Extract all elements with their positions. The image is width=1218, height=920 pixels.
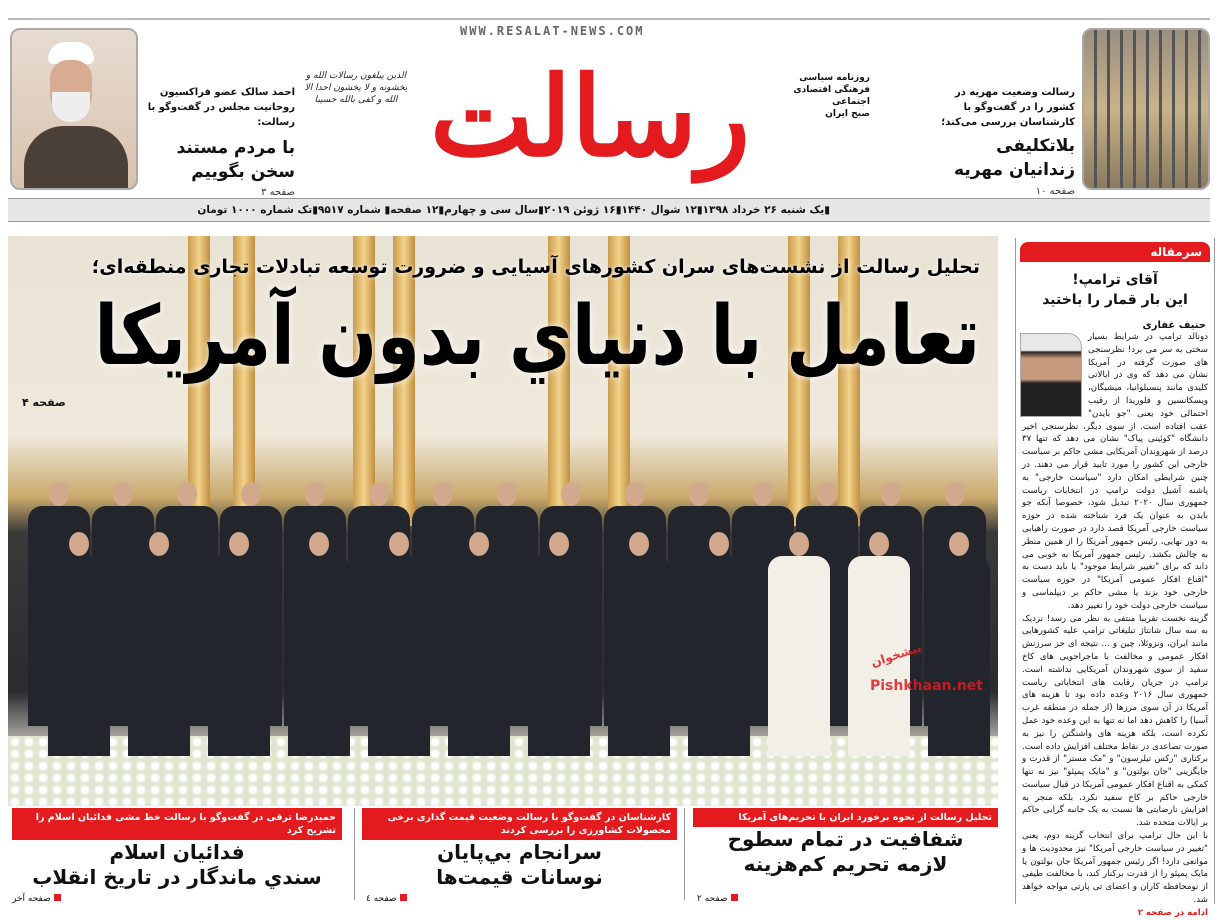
person-head [497,482,517,506]
editorial-title-line: آقای ترامپ! [1072,272,1158,288]
tagline-line: صبح ایران [825,109,870,119]
teaser-right-photo[interactable] [1082,28,1210,190]
person [928,556,990,756]
person-head [113,482,133,506]
story-prices[interactable] [362,808,677,905]
person [608,556,670,756]
main-kicker-text: تحلیل رسالت از نشست‌های سران کشورهای آسیایی و ضرورت توسعه تبادلات تجاری منطقه‌ای؛ [91,256,980,278]
story-kicker: کارشناسان در گفت‌وگو با رسالت وضعیت قیمت گذاری برخی محصولات کشاورزی را بررسی کردند [362,808,677,840]
newspaper-logo [420,42,760,192]
story-title-text: شفافیت در تمام سطوح [727,827,964,851]
top-rule [8,18,1210,20]
teaser-left-kicker-2: روحانیت مجلس در گفت‌وگو با رسالت: [147,102,295,128]
teaser-right-page: صفحه ۱۰ [1035,186,1075,197]
story-page: صفحه آخر [12,894,61,905]
tagline-line: فرهنگی اقتصادی اجتماعی [793,85,870,107]
teaser-left-page: صفحه ۳ [261,187,295,198]
story-page: صفحه ٤ [366,894,407,905]
watermark-fa: پیشخوان [869,640,924,670]
person-head [817,482,837,506]
author-photo [1020,333,1082,417]
person-head [945,482,965,506]
person-head [709,532,729,556]
watermark-en: Pishkhaan.net [870,678,983,694]
editorial-section-label: سرمقاله [1020,242,1210,262]
main-headline-text: تعامل با دنیاي بدون آمریکا [94,289,980,384]
story-title-text: لازمه تحریم کم‌هزینه [743,852,948,876]
person [768,556,830,756]
story-title-text: نوسانات قیمت‌ها [436,865,603,889]
story-title-text: فدائیان اسلام [109,840,245,864]
editorial-column [1015,238,1215,918]
editorial-title-line: این بار قمار را باختید [1042,292,1188,308]
person-head [241,482,261,506]
person [288,556,350,756]
person-head [49,482,69,506]
person-head [305,482,325,506]
teaser-right[interactable] [925,85,1075,197]
person-head [69,532,89,556]
teaser-right-title-2: زندانیان مهریه [954,160,1075,180]
teaser-left[interactable] [140,85,295,198]
person-head [433,482,453,506]
story-title-2 [12,865,342,890]
masthead-motto: الذین یبلغون رسالات الله و یخشونه و لا یخشون احدا الا الله و کفی بالله حسیبا [304,71,408,105]
person-head [625,482,645,506]
person-head [149,532,169,556]
person-head [549,532,569,556]
story-title-text: سندي ماندگار در تاريخ انقلاب [32,865,322,889]
teaser-left-kicker-1: احمد سالک عضو فراکسیون [159,87,295,98]
editorial-paragraph: دونالد ترامپ در شرایط بسیار سختی به سر می برد! نظرسنجی های صورت گرفته در آمریکا نشان می دهد که وی در ایالاتی کلیدی مانند پنسیلوانیا، میشیگان، ویسکانسین و فلوریدا از رقیب احتمالی خود یعنی "جو بایدن" عقب افتاده است. از سوی دیگر، نظرسنجی اخیر دانشگاه "کوئینی پیاک" نشان می دهد که تنها ۳۷ درصد از شهروندان آمریکایی مشی حاکم بر سیاست خارجی این کشور را مورد تایید قرار می دهند. در چنین شرایطی امکان دارد "سیاست خارجی" به پاشنه آشیل دولت ترامپ در انتخابات ریاست جمهوری سال ۲۰۲۰ تبدیل شود، خصوصا آنکه جو بایدن به عنوان یک فرد شناخته شده در حوزه سیاست خارجی آمریکا قصد دارد در صورت راهیابی به دور نهایی، رئیس جمهور آمریکا را از همین منظر به چالش بکشد. رئیس جمهور آمریکا به خوبی می داند که برای "تغییر شرایط موجود" یا باید دست به "اقناع افکار عمومی آمریکا" در حوزه سیاست خارجی خود بزند یا مشی حاکم بر دیپلماسی و سیاست خارجی دولت خود را تغییر دهد. [1022,332,1208,611]
story-page: صفحه ۲ [697,894,738,905]
column-divider [684,808,685,900]
editorial-body [1016,331,1214,920]
logo-text: رسالت [429,52,751,181]
teaser-right-title-1: بلاتکلیفی [996,136,1075,156]
main-headline[interactable] [90,284,980,390]
main-page-ref[interactable]: صفحه ۴ [22,396,66,409]
website-url[interactable]: WWW.RESALAT-NEWS.COM [460,24,645,38]
person [208,556,270,756]
person [368,556,430,756]
teaser-right-kicker: رسالت وضعیت مهریه در کشور را در گفت‌وگو با کارشناسان بررسی می‌کند؛ [941,87,1075,128]
story-title-2 [362,865,677,890]
person-head [689,482,709,506]
person [448,556,510,756]
person-head [309,532,329,556]
person-head [389,532,409,556]
story-title-text: سرانجام بي‌پايان [437,840,602,864]
teaser-left-title-2: سخن بگوییم [191,162,295,182]
person-head [629,532,649,556]
story-title-2 [693,852,998,877]
story-title-1 [362,840,677,865]
story-title-1 [12,840,342,865]
person-head [753,482,773,506]
editorial-title[interactable] [1016,270,1214,310]
tagline-line: روزنامه سیاسی [799,73,870,83]
column-divider [354,808,355,900]
editorial-paragraph: گزینه نخست تقریبا منتفی به نظر می رسد! نزدیک به سه سال شانتاژ تبلیغاتی ترامپ علیه کشورهایی مانند ایران، ونزوئلا، چین و ... نتیجه ای جز سرزنش افکار عمومی و مخالفت با ماجراجویی های کاخ سفید از سوی شهروندان آمریکایی نداشته است. ترامپ در جریان رقابت های انتخاباتی ریاست جمهوری سال ۲۰۱۶ وعده داده بود تا هزینه های آمریکا در آن سوی مرزها (از جمله در منطقه غرب آسیا) را کاهش دهد اما نه تنها به این وعده خود عمل نکرده است، بلکه هزینه های واشنگتن را نیز به صورت تصاعدی در نقاط مختلف افزایش داده است. برکناری "رکس تیلرسون" و "مک مستر" از قدرت و جایگزینی "جان بولتون" و "مایک پمپئو" نیز نه تنها کمکی به اقناع افکار عمومی آمریکا در قبال سیاست خارجی حاکم بر کاخ سفید نکرد، بلکه منجر به افزایش نارضایتی ها نسبت به یک جانبه گرایی حاکم بر ایالات متحده شد. [1022,613,1208,829]
person-head [369,482,389,506]
person-head [881,482,901,506]
editorial-author: حنیف غفاری [1142,320,1206,331]
story-fadaiyan[interactable] [12,808,342,905]
person-head [229,532,249,556]
person-head [869,532,889,556]
person-head [469,532,489,556]
person-head [561,482,581,506]
person [528,556,590,756]
teaser-left-photo[interactable] [10,28,138,190]
story-title-1 [693,827,998,852]
main-kicker [20,256,980,282]
story-kicker: حمیدرضا ترقی در گفت‌وگو با رسالت خط مشی فدائیان اسلام را تشریح کرد [12,808,342,840]
date-issue-bar: ▮یک شنبه ۲۶ خرداد ۱۳۹۸▮۱۲ شوال ۱۴۴۰▮۱۶ ژوئن ۲۰۱۹▮سال سی و چهارم▮۱۲ صفحه▮ شماره ۹۵۱۷▮تک شماره ۱۰۰۰ تومان [8,198,1210,222]
editorial-paragraph: با این حال ترامپ برای انتخاب گزینه دوم، یعنی "تغییر در سیاست خارجی آمریکا" نیز محدودیت ها و موانعی دارد! اگر رئیس جمهور آمریکا جان بولتون یا مایک پمپئو را از قدرت برکنار کند، با مخالفت طیفی از نومحافظه کاران و اعضای تی پارتی مواجه خواهد شد. [1022,831,1208,906]
person [128,556,190,756]
person [48,556,110,756]
person-head [177,482,197,506]
masthead-tagline [770,72,870,120]
teaser-left-title-1: با مردم مستند [176,138,295,158]
person-head [789,532,809,556]
continued-link[interactable]: ادامه در صفحه ۲ [1137,907,1208,918]
person [688,556,750,756]
person-head [949,532,969,556]
story-kicker: تحلیل رسالت از نحوه برخورد ایران با تحریم‌های آمریکا [693,808,998,827]
story-sanctions[interactable] [693,808,998,905]
